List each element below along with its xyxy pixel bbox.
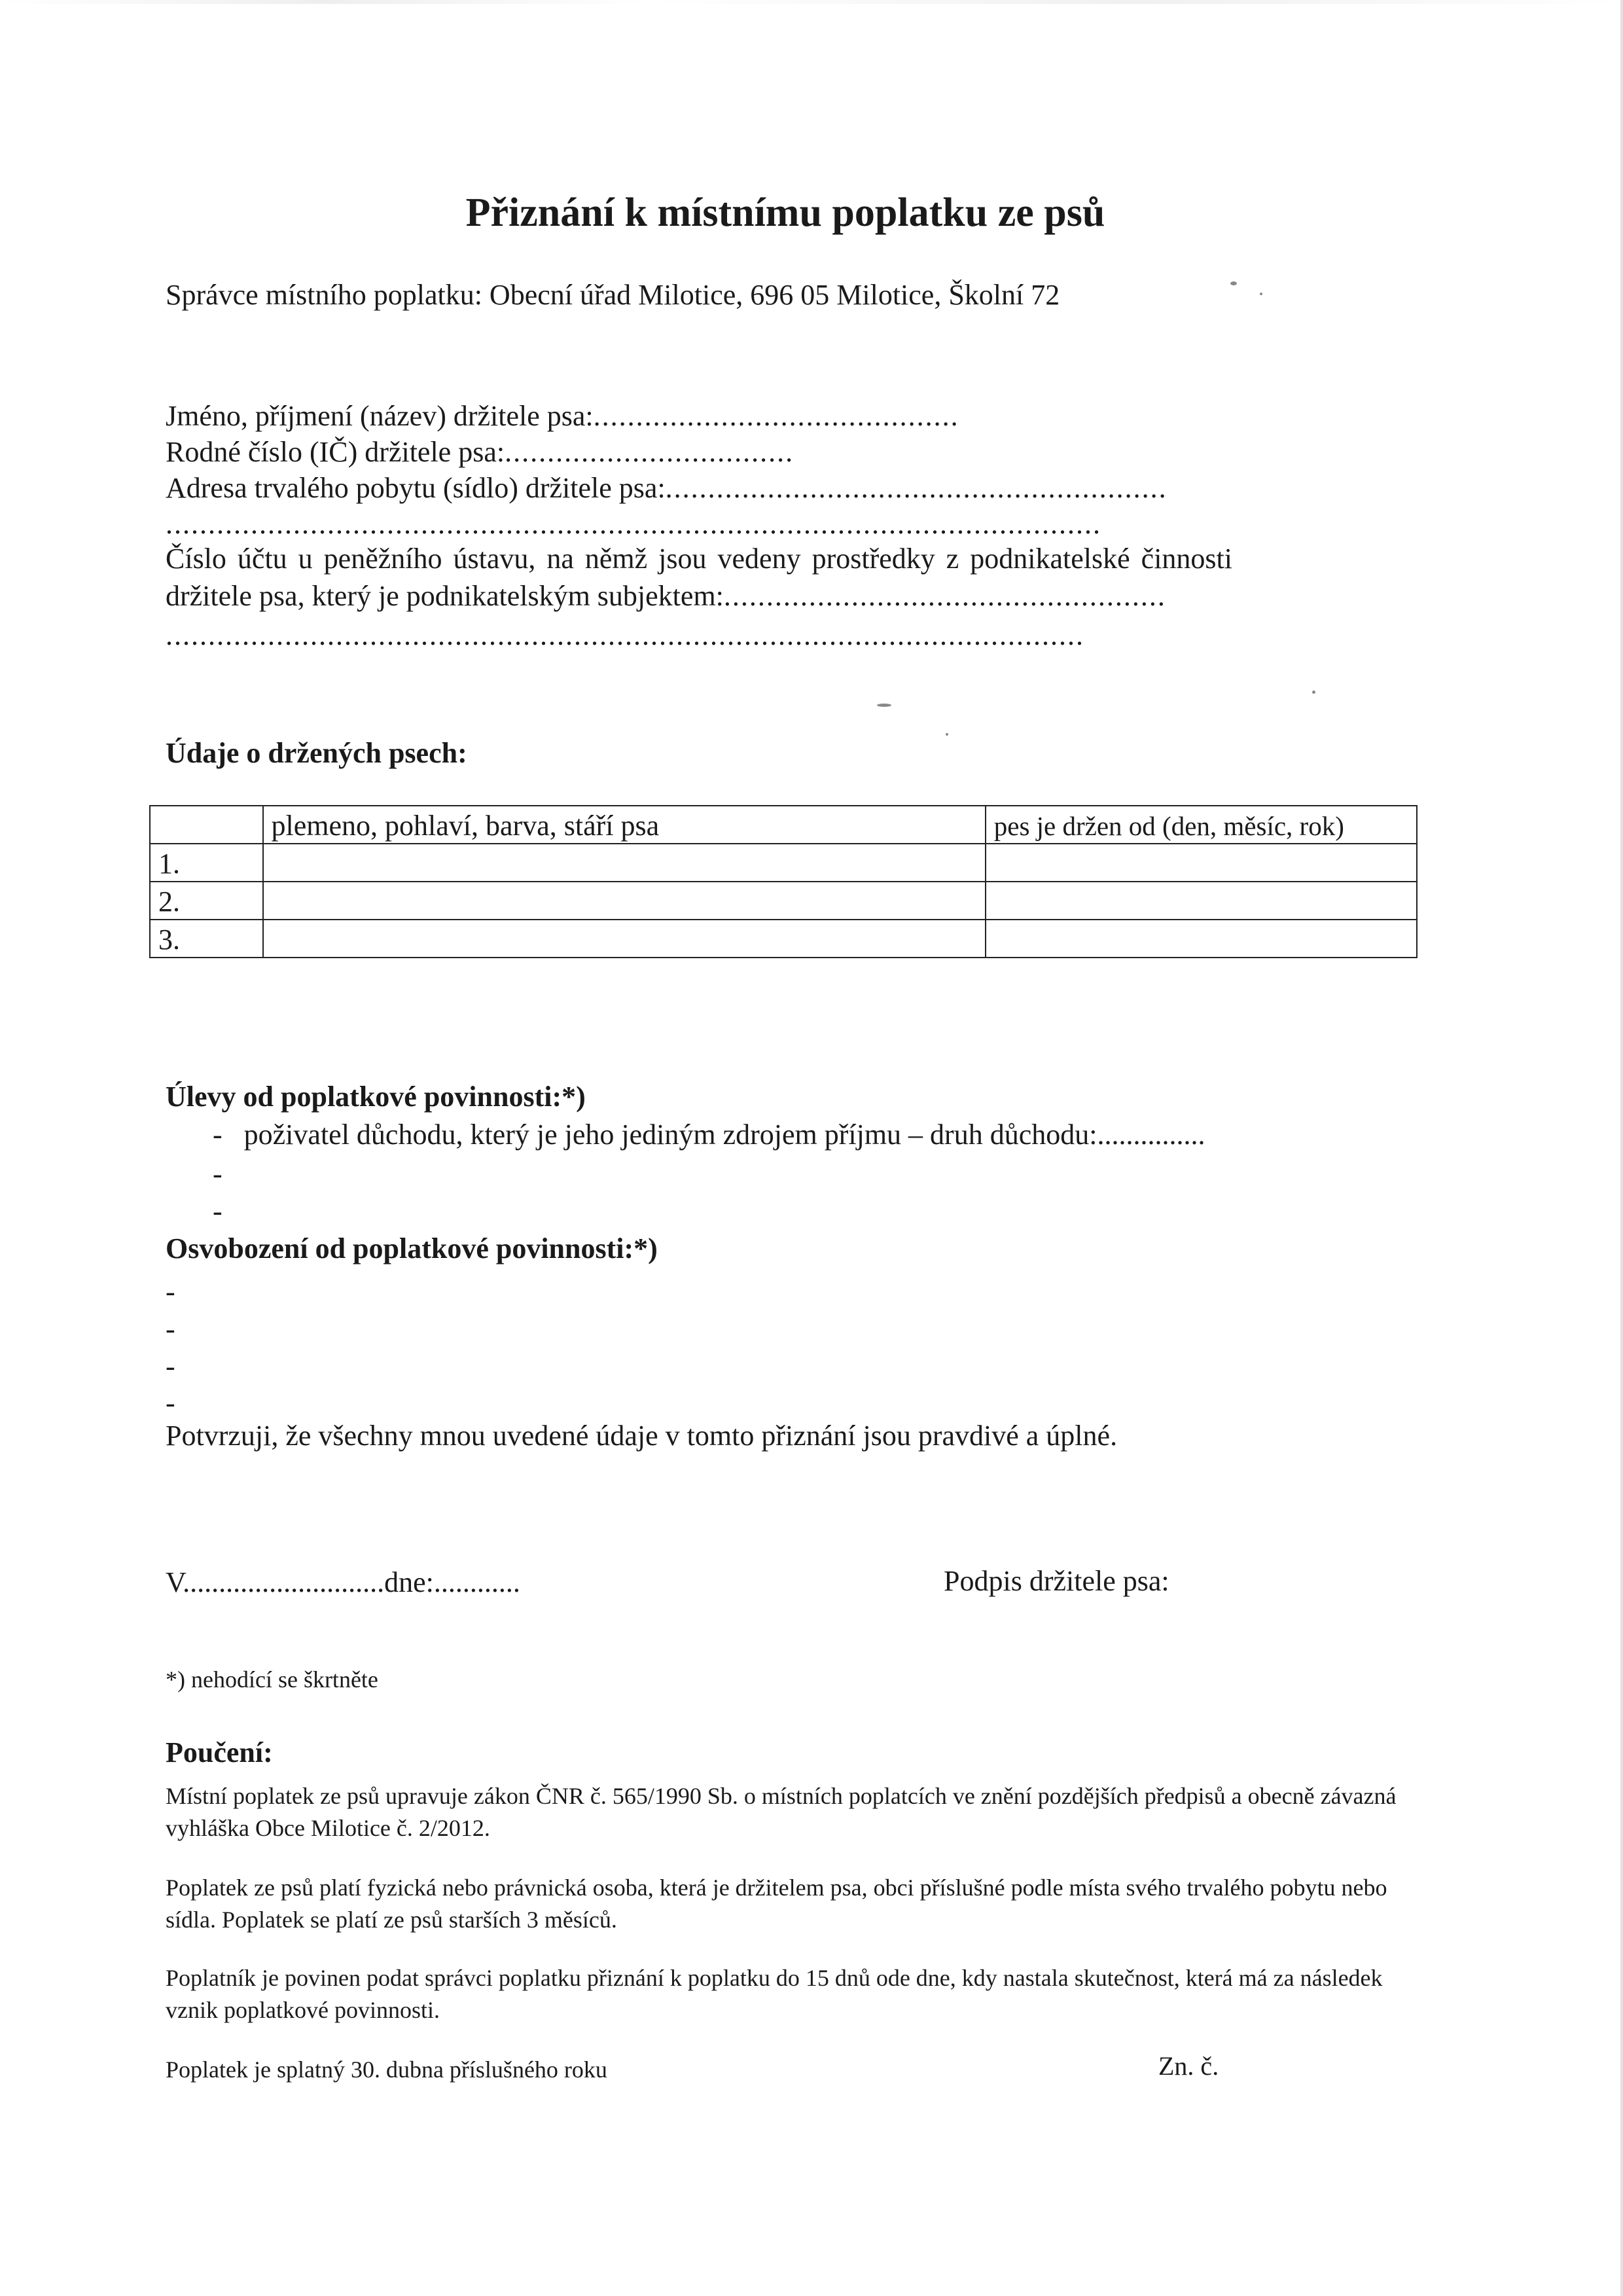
account-line-1: [166, 542, 1412, 575]
account-text-1: [166, 542, 1412, 575]
instructions-heading: Poučení:: [166, 1736, 273, 1768]
holder-name-label: Jméno, příjmení (název) držitele psa:: [166, 400, 594, 432]
account-row-2: [166, 579, 1166, 613]
holder-address-label: Adresa trvalého pobytu (sídlo) držitele psa:: [166, 472, 666, 504]
administrator-line: Správce místního poplatku: Obecní úřad Milotice, 696 05 Milotice, Školní 72: [166, 279, 1060, 311]
table-row: [150, 882, 1417, 920]
table-row: [150, 844, 1417, 882]
dash: -: [213, 1119, 223, 1151]
dash: -: [166, 1313, 175, 1345]
dog-description-cell[interactable]: [263, 844, 986, 882]
table-row: [150, 920, 1417, 958]
holder-address-row: [166, 471, 1168, 505]
instructions-paragraph-3: Poplatník je povinen podat správci poplatku přiznání k poplatku do 15 dnů ode dne, kdy nastala skutečnost, která má za následek vznik poplatkové povinnosti.: [166, 1965, 1383, 2023]
relief-item-2[interactable]: [213, 1157, 223, 1191]
instructions-paragraph-4: Poplatek je splatný 30. dubna příslušného roku: [166, 2056, 607, 2083]
dash: -: [213, 1158, 223, 1190]
scan-mark: [877, 704, 891, 707]
relief-item-text[interactable]: poživatel důchodu, který je jeho jediným zdrojem příjmu – druh důchodu:...............: [243, 1119, 1205, 1151]
row-number: 3.: [150, 920, 263, 958]
holder-name-field[interactable]: ...........................................: [593, 400, 959, 432]
account-field-2[interactable]: ....................................................: [723, 580, 1166, 612]
reference-number-label: Zn. č.: [1158, 2051, 1219, 2081]
dog-since-cell[interactable]: [986, 920, 1417, 958]
scan-mark: [1312, 691, 1315, 694]
dog-description-cell[interactable]: [263, 882, 986, 920]
account-label-2: držitele psa, který je podnikatelským subjektem:: [166, 580, 724, 612]
holder-address-field[interactable]: ...........................................................: [665, 472, 1168, 504]
dash: -: [166, 1276, 175, 1308]
scan-mark: [1260, 293, 1262, 295]
table-header-cell: [150, 806, 263, 844]
row-number: 2.: [150, 882, 263, 920]
dogs-table-header: [150, 806, 1417, 844]
footnote: *) nehodící se škrtněte: [166, 1666, 378, 1693]
place-date-field[interactable]: V............................dne:............: [166, 1566, 520, 1598]
dog-description-cell[interactable]: [263, 920, 986, 958]
dogs-heading: Údaje o držených psech:: [166, 737, 467, 769]
dog-since-cell[interactable]: [986, 882, 1417, 920]
holder-birth-row: [166, 435, 794, 469]
exemption-heading: Osvobození od poplatkové povinnosti:*): [166, 1232, 658, 1265]
exemption-item-2[interactable]: [166, 1312, 175, 1346]
scan-edge-right: [1620, 0, 1623, 2296]
table-header-cell: plemeno, pohlaví, barva, stáří psa: [263, 806, 986, 844]
holder-birth-label: Rodné číslo (IČ) držitele psa:: [166, 436, 505, 468]
dog-since-cell[interactable]: [986, 844, 1417, 882]
dash: -: [213, 1195, 223, 1227]
holder-birth-field[interactable]: ..................................: [505, 436, 794, 468]
table-header-cell: pes je držen od (den, měsíc, rok): [986, 806, 1417, 844]
relief-item-1: [213, 1118, 1205, 1151]
dash: -: [166, 1350, 175, 1382]
instructions-paragraph-1: Místní poplatek ze psů upravuje zákon ČNR č. 565/1990 Sb. o místních poplatcích ve znění pozdějších předpisů a obecně závazná vyhláška Obce Milotice č. 2/2012.: [166, 1783, 1397, 1841]
signature-label: Podpis držitele psa:: [944, 1565, 1169, 1597]
exemption-item-1[interactable]: [166, 1275, 175, 1308]
row-number: 1.: [150, 844, 263, 882]
relief-heading: Úlevy od poplatkové povinnosti:*): [166, 1081, 586, 1113]
exemption-item-3[interactable]: [166, 1350, 175, 1383]
account-label-1: Číslo účtu u peněžního ústavu, na němž jsou vedeny prostředky z podnikatelské činnosti: [166, 543, 1233, 575]
scan-mark: [1230, 281, 1237, 285]
account-field-3[interactable]: ............................................................................................................: [166, 619, 1084, 651]
confirmation-text: Potvrzuji, že všechny mnou uvedené údaje v tomto přiznání jsou pravdivé a úplné.: [166, 1420, 1118, 1452]
scan-mark: [946, 733, 948, 736]
holder-address-field-2[interactable]: ..............................................................................................................: [166, 508, 1101, 540]
scan-edge-top: [0, 0, 1623, 4]
relief-item-3[interactable]: [213, 1194, 223, 1228]
dash: -: [166, 1387, 175, 1419]
exemption-item-4[interactable]: [166, 1386, 175, 1420]
holder-name-row: [166, 399, 959, 433]
page-title: Přiznání k místnímu poplatku ze psů: [465, 190, 1105, 235]
dogs-table: [149, 805, 1418, 958]
instructions-paragraph-2: Poplatek ze psů platí fyzická nebo právnická osoba, která je držitelem psa, obci příslušné podle místa svého trvalého pobytu nebo sídla. Poplatek se platí ze psů starších 3 měsíců.: [166, 1874, 1387, 1933]
